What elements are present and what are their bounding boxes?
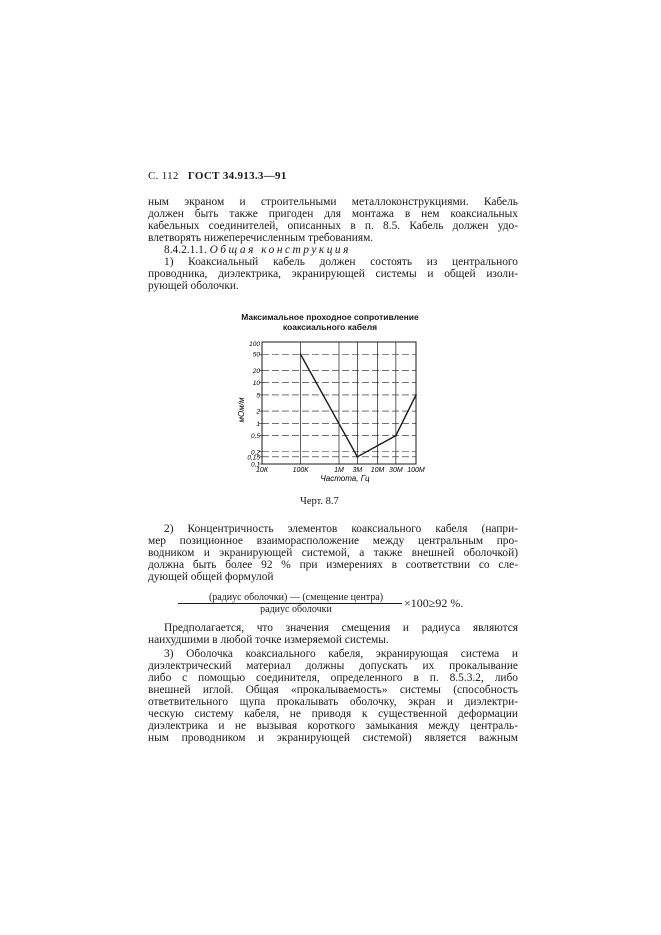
chart-grid [259,342,416,464]
item1-line: 1) Коаксиальный кабель должен состоять из центрального [164,256,518,268]
y-tick-label: 10 [252,380,260,388]
item3-line: ческую систему кабеля, не приводя к существенной деформации [148,708,518,720]
section-heading [164,244,351,256]
data-point [300,353,302,355]
x-tick-label: 3М [352,467,363,474]
y-tick-label: 0,5 [250,433,260,441]
chart-tick-labels [247,341,425,474]
formula-result: ×100≥92 %. [404,596,464,610]
item3-line: внешней иглой. Общая «прокалываемость» системы (способность [148,684,518,696]
y-tick-label: 5 [256,392,260,400]
data-point [356,456,358,458]
page-header [148,170,287,182]
x-axis-label: Частота, Гц [320,474,370,483]
y-tick-label: 0,2 [250,449,260,457]
y-tick-label: 2 [256,408,260,416]
formula-numerator: (радиус оболочки) — (смещение центра) [208,592,384,603]
standard-number: ГОСТ 34.913.3—91 [187,170,287,182]
item3-line: ответвительного щупа прокалывать оболочку, экран и диэлектри- [148,696,518,708]
item3-line: 3) Оболочка коаксиального кабеля, экранирующая система и [164,648,518,660]
section-title: Общая конструкция [209,244,351,256]
section-number: 8.4.2.1.1. [164,244,207,256]
chart-series [300,353,417,457]
y-tick-label: 0,15 [247,454,260,462]
item1-line: проводника, диэлектрика, экранирующей системы и общей изоли- [148,268,518,280]
paragraph1-line: ным экраном и строительными металлоконструкциями. Кабель [148,196,518,208]
plot-frame [262,342,416,464]
paragraph1-line: кабельных соединителей, описанных в п. 8.5. Кабель должен удо- [148,220,518,232]
paragraph1-line: влетворять нижеперечисленным требованиям. [148,232,374,244]
y-tick-label: 0,1 [250,461,260,469]
chart-title-line: коаксиального кабеля [282,322,378,332]
y-tick-label: 50 [252,351,260,359]
figure-caption: Черт. 8.7 [300,496,339,507]
x-tick-label: 30М [389,467,403,474]
item2-line: водником и экранирующей системой, а также внешней оболочкой) [148,547,518,559]
y-axis-label: мОм/м [237,397,246,423]
chart-title-line: Максимальное проходное сопротивление [241,312,419,322]
paragraph-after-line: наихудшими в любой точке измеряемой системы. [148,634,389,646]
x-tick-label: 10М [370,467,385,474]
y-tick-label: 1 [256,420,260,428]
x-tick-label: 1М [334,467,344,474]
item3-line: диэлектрика и не вызывая короткого замыкания между централь- [148,720,518,732]
x-tick-label: 100К [292,467,309,474]
y-tick-label: 20 [252,367,260,375]
data-point [395,435,397,437]
x-tick-label: 100М [407,467,425,474]
y-tick-label: 100 [249,341,260,348]
item3-line: либо с помощью соединителя, определенного в п. 8.5.3.2, либо [148,672,518,684]
item3-line: ным проводником и экранирующей системой) является важным [148,732,518,744]
item2-line: мер позиционное взаиморасположение между центральным про- [148,535,518,547]
paragraph-after-line: Предполагается, что значения смещения и радиуса являются [164,622,518,634]
x-tick-label: 10К [256,467,268,474]
series-line [301,354,417,457]
item2-line: 2) Концентричность элементов коаксиального кабеля (напри- [164,523,518,535]
page-number: С. 112 [148,170,179,182]
item2-line: должна быть более 92 % при измерениях в соответствии со сле- [148,559,518,571]
data-point [415,394,417,396]
item3-line: диэлектрический материал должны допускать их прокалывание [148,660,518,672]
item2-line: дующей общей формулой [148,571,274,583]
paragraph1-line: должен быть также пригоден для монтажа в нем коаксиальных [148,208,518,220]
formula-denominator: радиус оболочки [260,604,332,615]
concentricity-formula [178,592,498,616]
item1-line: рующей оболочки. [148,280,239,292]
